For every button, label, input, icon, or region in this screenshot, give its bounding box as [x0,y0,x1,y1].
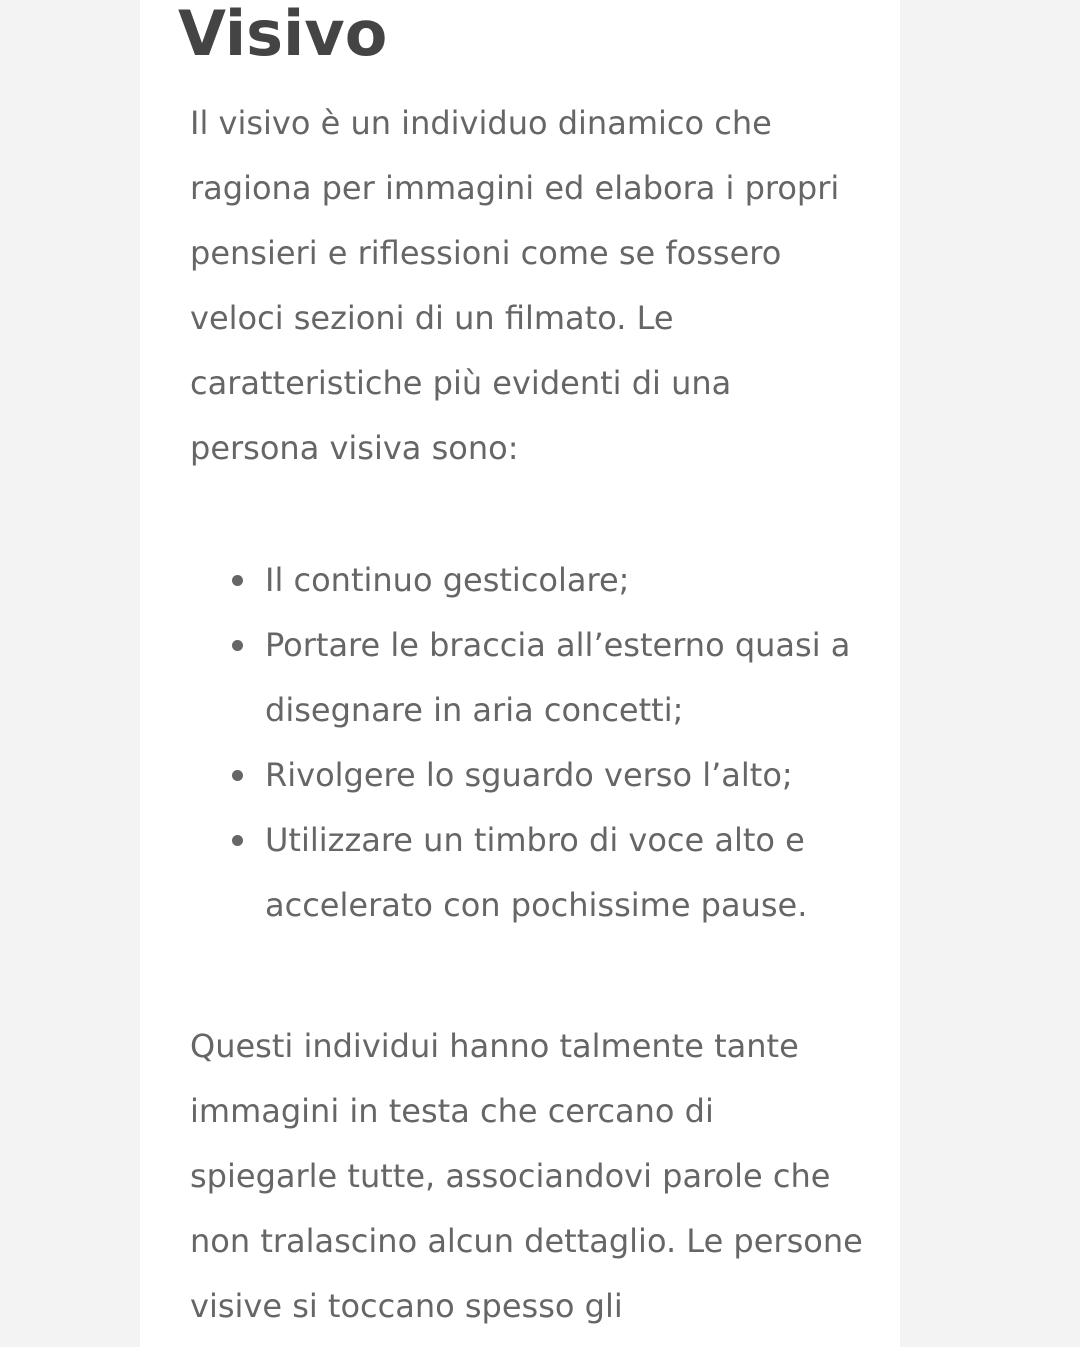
list-item-text: Il continuo gesticolare; [265,561,630,599]
article-column [140,0,900,1347]
bullet-dot-icon [232,575,243,586]
second-paragraph: Questi individui hanno talmente tante immagini in testa che cercano di spiegarle tutte, associandovi parole che non tralascino alcun dettaglio. Le persone visive si toccano spesso gli [190,1027,863,1325]
bullet-dot-icon [232,770,243,781]
list-item [265,808,865,938]
list-item [265,548,865,613]
bullet-dot-icon [232,640,243,651]
intro-paragraph: Il visivo è un individuo dinamico che ragiona per immagini ed elabora i propri pensieri e riflessioni come se fossero veloci sezioni di un filmato. Le caratteristiche più evidenti di una persona visiva sono: [190,104,840,467]
list-item-text: Portare le braccia all’esterno quasi a disegnare in aria concetti; [265,626,851,729]
list-item [265,743,865,808]
list-item [265,613,865,743]
traits-list [265,548,865,938]
bullet-dot-icon [232,835,243,846]
section-heading: Visivo [178,0,388,70]
list-item-text: Rivolgere lo sguardo verso l’alto; [265,756,793,794]
list-item-text: Utilizzare un timbro di voce alto e accelerato con pochissime pause. [265,821,808,924]
